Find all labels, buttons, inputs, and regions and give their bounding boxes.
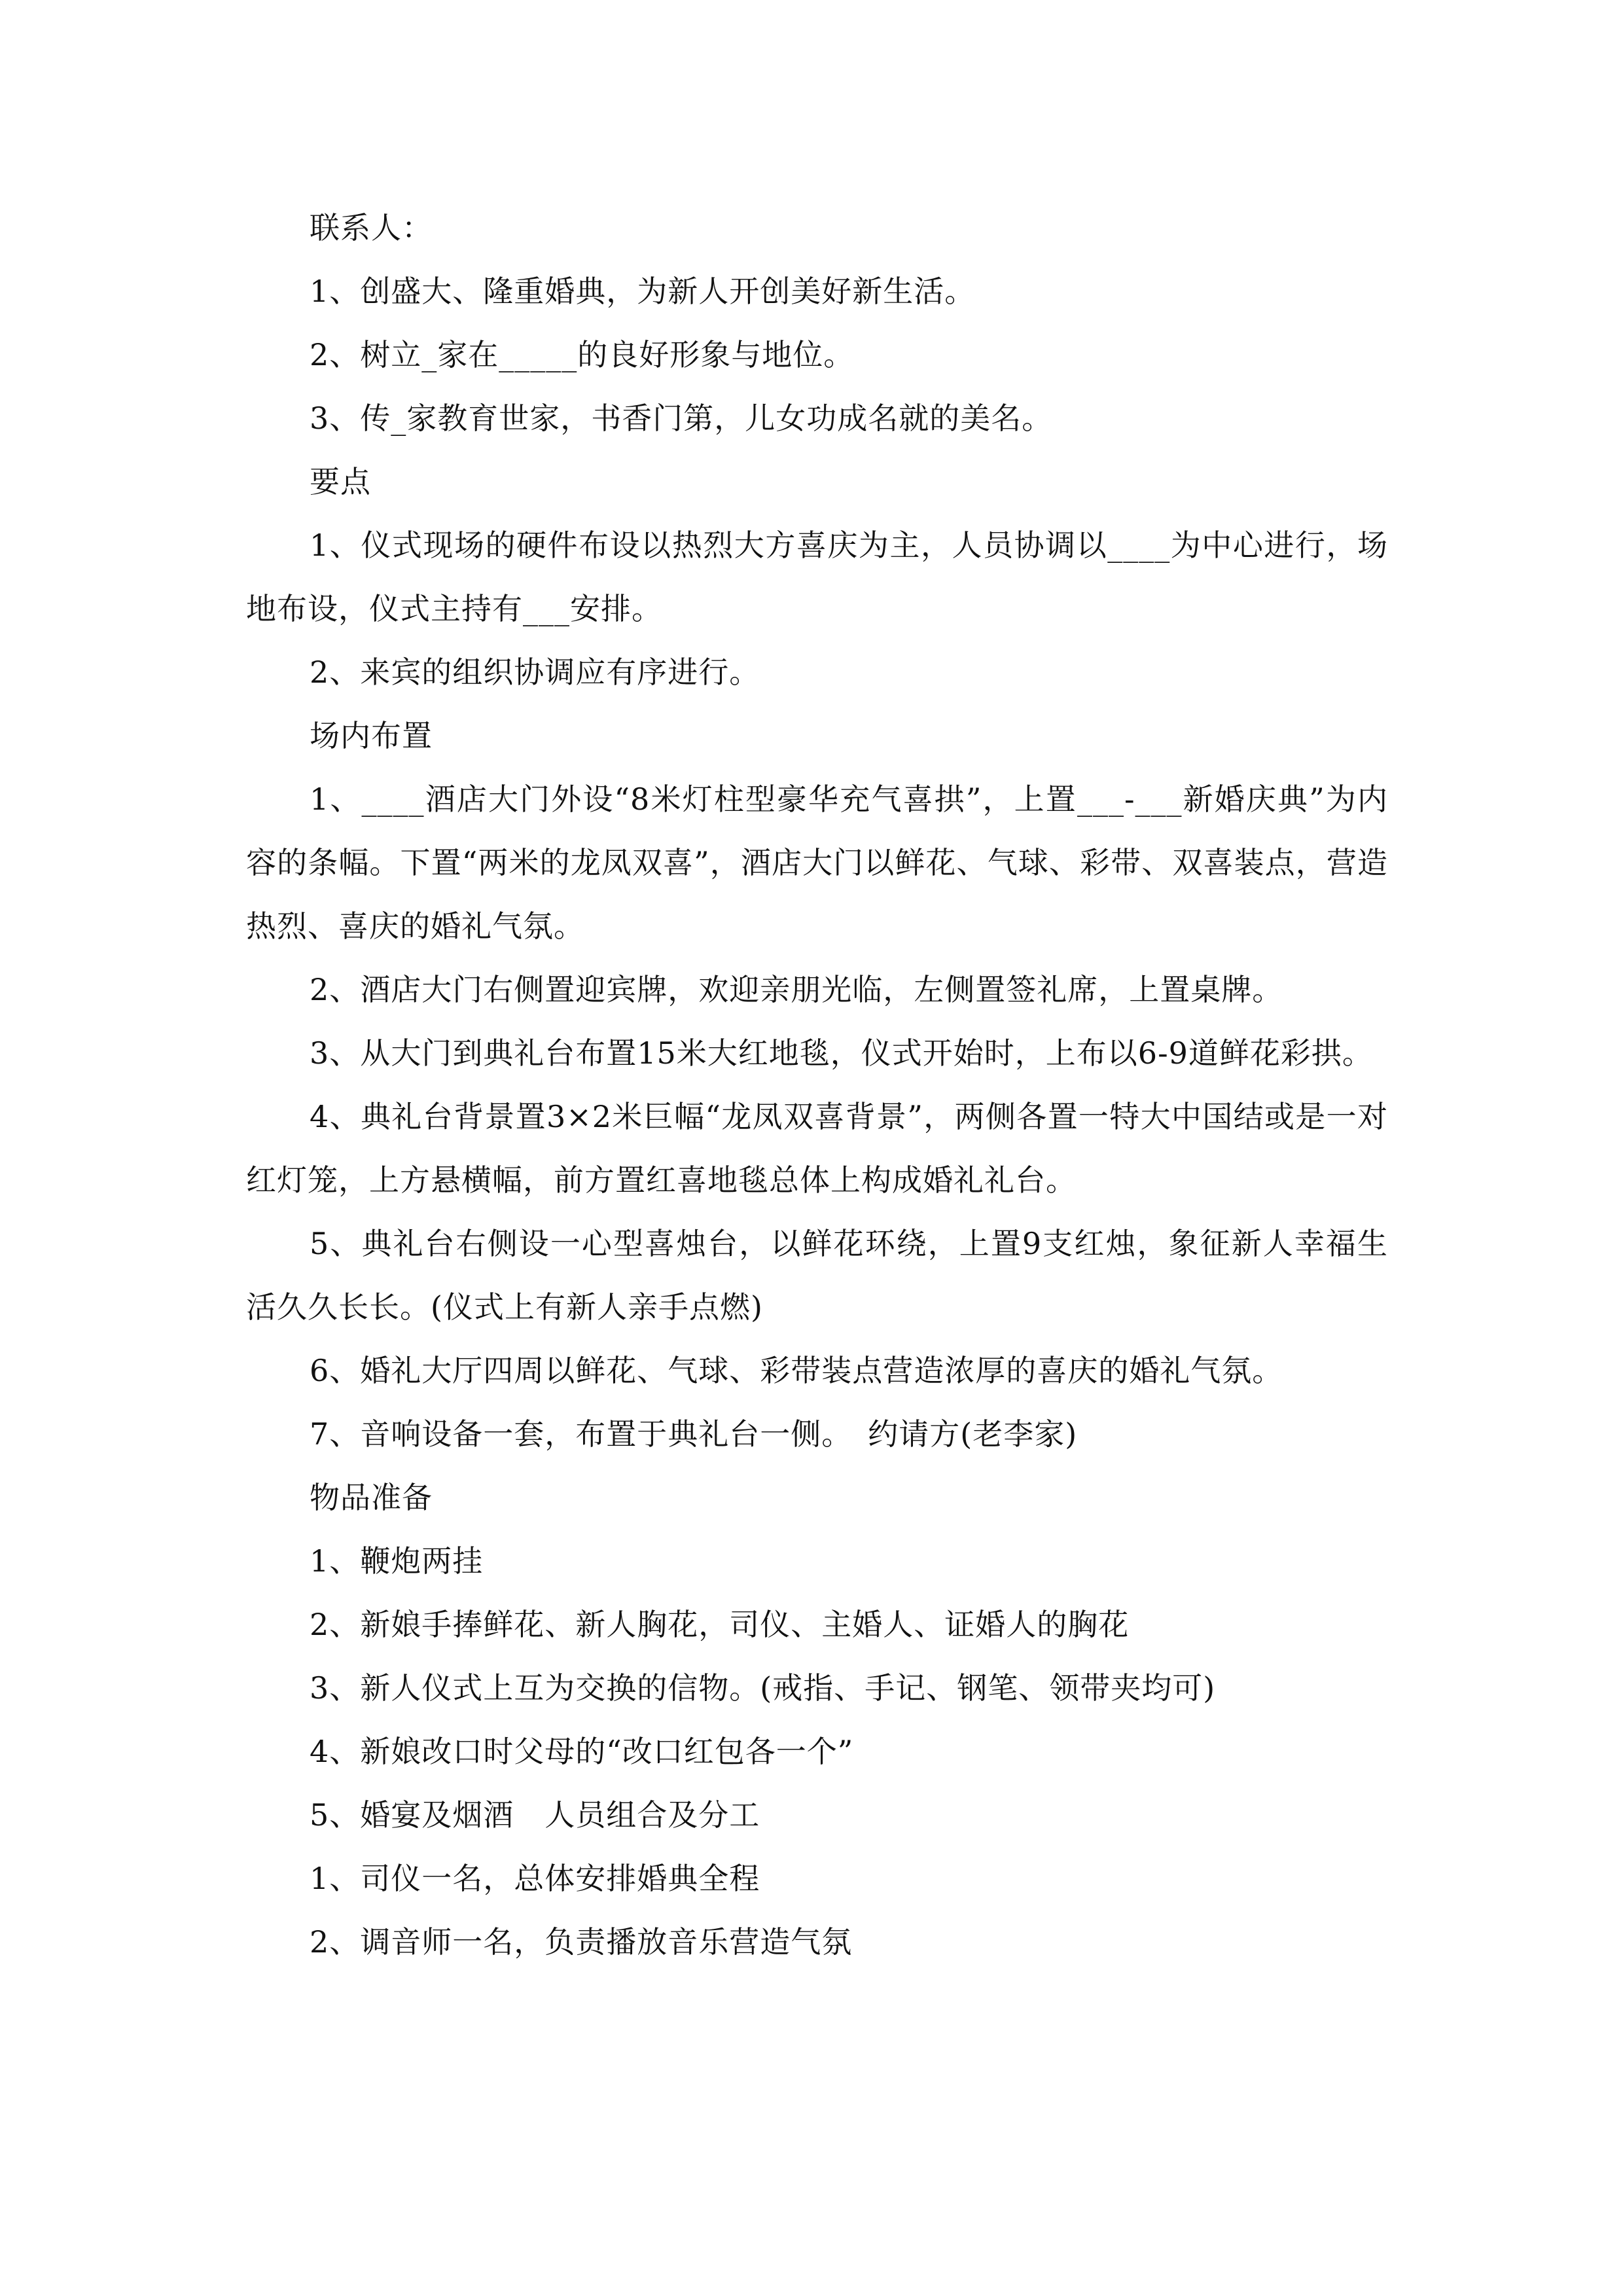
paragraph: 3、传_家教育世家，书香门第，儿女功成名就的美名。 bbox=[310, 401, 1053, 436]
paragraph: 2、来宾的组织协调应有序进行。 bbox=[310, 655, 760, 690]
paragraph: 1、____酒店大门外设“8米灯柱型豪华充气喜拱”，上置___-___新婚庆典”为内容的条幅。下置“两米的龙凤双喜”，酒店大门以鲜花、气球、彩带、双喜装点，营造热烈、喜庆的婚礼气氛。 bbox=[246, 781, 1388, 944]
paragraph: 2、酒店大门右侧置迎宾牌，欢迎亲朋光临，左侧置签礼席，上置桌牌。 bbox=[310, 972, 1283, 1007]
paragraph: 7、音响设备一套，布置于典礼台一侧。 约请方(老李家) bbox=[310, 1416, 1078, 1452]
section-heading-contact: 联系人： bbox=[310, 210, 433, 245]
paragraph: 1、创盛大、隆重婚典，为新人开创美好新生活。 bbox=[310, 274, 976, 309]
document-body bbox=[246, 196, 1388, 1974]
paragraph: 1、鞭炮两挂 bbox=[310, 1543, 484, 1579]
paragraph: 1、司仪一名，总体安排婚典全程 bbox=[310, 1861, 760, 1896]
section-heading-key-points: 要点 bbox=[310, 464, 371, 499]
paragraph: 2、树立_家在_____的良好形象与地位。 bbox=[310, 337, 855, 372]
section-heading-supplies: 物品准备 bbox=[310, 1480, 433, 1515]
paragraph: 2、新娘手捧鲜花、新人胸花，司仪、主婚人、证婚人的胸花 bbox=[310, 1607, 1130, 1642]
paragraph: 2、调音师一名，负责播放音乐营造气氛 bbox=[310, 1924, 853, 1960]
paragraph: 5、婚宴及烟酒 人员组合及分工 bbox=[310, 1797, 760, 1833]
paragraph: 4、新娘改口时父母的“改口红包各一个” bbox=[310, 1734, 854, 1769]
paragraph: 6、婚礼大厅四周以鲜花、气球、彩带装点营造浓厚的喜庆的婚礼气氛。 bbox=[310, 1353, 1283, 1388]
paragraph: 3、从大门到典礼台布置15米大红地毯，仪式开始时，上布以6-9道鲜花彩拱。 bbox=[310, 1035, 1373, 1071]
paragraph: 4、典礼台背景置3×2米巨幅“龙凤双喜背景”，两侧各置一特大中国结或是一对红灯笼，上方悬横幅，前方置红喜地毯总体上构成婚礼礼台。 bbox=[246, 1099, 1388, 1198]
paragraph: 3、新人仪式上互为交换的信物。(戒指、手记、钢笔、领带夹均可) bbox=[310, 1670, 1216, 1706]
paragraph: 1、仪式现场的硬件布设以热烈大方喜庆为主，人员协调以____为中心进行，场地布设，仪式主持有___安排。 bbox=[246, 528, 1388, 626]
paragraph: 5、典礼台右侧设一心型喜烛台，以鲜花环绕，上置9支红烛，象征新人幸福生活久久长长。(仪式上有新人亲手点燃) bbox=[246, 1226, 1388, 1325]
section-heading-venue-layout: 场内布置 bbox=[310, 718, 433, 753]
